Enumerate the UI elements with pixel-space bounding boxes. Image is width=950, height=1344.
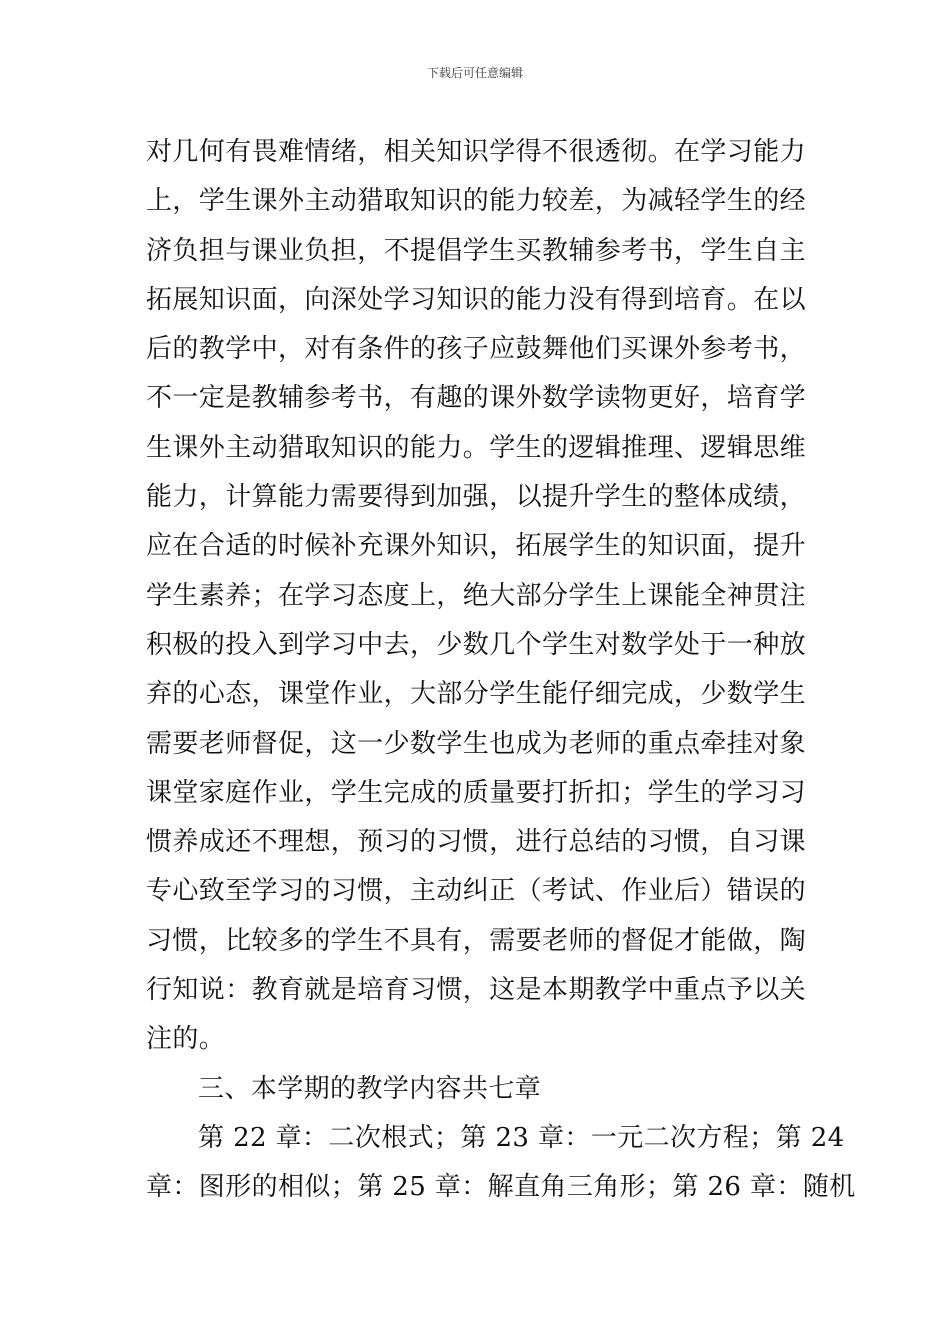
text-line: 生课外主动猎取知识的能力。学生的逻辑推理、逻辑思维 xyxy=(146,432,807,463)
text-line: 行知说：教育就是培育习惯，这是本期教学中重点予以关 xyxy=(146,975,807,1006)
text-line: 专心致至学习的习惯，主动纠正（考试、作业后）错误的 xyxy=(146,876,807,907)
text-line: 积极的投入到学习中去，少数几个学生对数学处于一种放 xyxy=(146,629,807,660)
text-line: 拓展知识面，向深处学习知识的能力没有得到培育。在以 xyxy=(146,284,807,315)
text-line: 后的教学中，对有条件的孩子应鼓舞他们买课外参考书， xyxy=(146,334,807,365)
document-body xyxy=(146,128,856,1213)
text-line: 章：图形的相似；第 25 章：解直角三角形；第 26 章：随机 xyxy=(146,1172,856,1203)
text-line: 能力，计算能力需要得到加强，以提升学生的整体成绩， xyxy=(146,482,807,513)
text-line: 课堂家庭作业，学生完成的质量要打折扣；学生的学习习 xyxy=(146,777,807,808)
text-line: 第 22 章：二次根式；第 23 章：一元二次方程；第 24 xyxy=(198,1122,845,1153)
text-line: 学生素养；在学习态度上，绝大部分学生上课能全神贯注 xyxy=(146,580,807,611)
text-line: 弃的心态，课堂作业，大部分学生能仔细完成，少数学生 xyxy=(146,679,807,710)
text-line: 习惯，比较多的学生不具有，需要老师的督促才能做，陶 xyxy=(146,925,807,956)
text-line: 注的。 xyxy=(146,1024,226,1055)
text-line: 应在合适的时候补充课外知识，拓展学生的知识面，提升 xyxy=(146,531,807,562)
text-line: 对几何有畏难情绪，相关知识学得不很透彻。在学习能力 xyxy=(146,137,807,167)
text-line: 需要老师督促，这一少数学生也成为老师的重点牵挂对象 xyxy=(146,728,807,759)
text-line: 济负担与课业负担，不提倡学生买教辅参考书，学生自主 xyxy=(146,235,807,266)
text-line: 惯养成还不理想，预习的习惯，进行总结的习惯，自习课 xyxy=(146,827,807,858)
text-line: 不一定是教辅参考书，有趣的课外数学读物更好，培育学 xyxy=(146,383,807,414)
section-heading: 三、本学期的教学内容共七章 xyxy=(198,1073,542,1104)
text-line: 上，学生课外主动猎取知识的能力较差，为减轻学生的经 xyxy=(146,186,807,217)
page-header: 下载后可任意编辑 xyxy=(426,66,523,80)
